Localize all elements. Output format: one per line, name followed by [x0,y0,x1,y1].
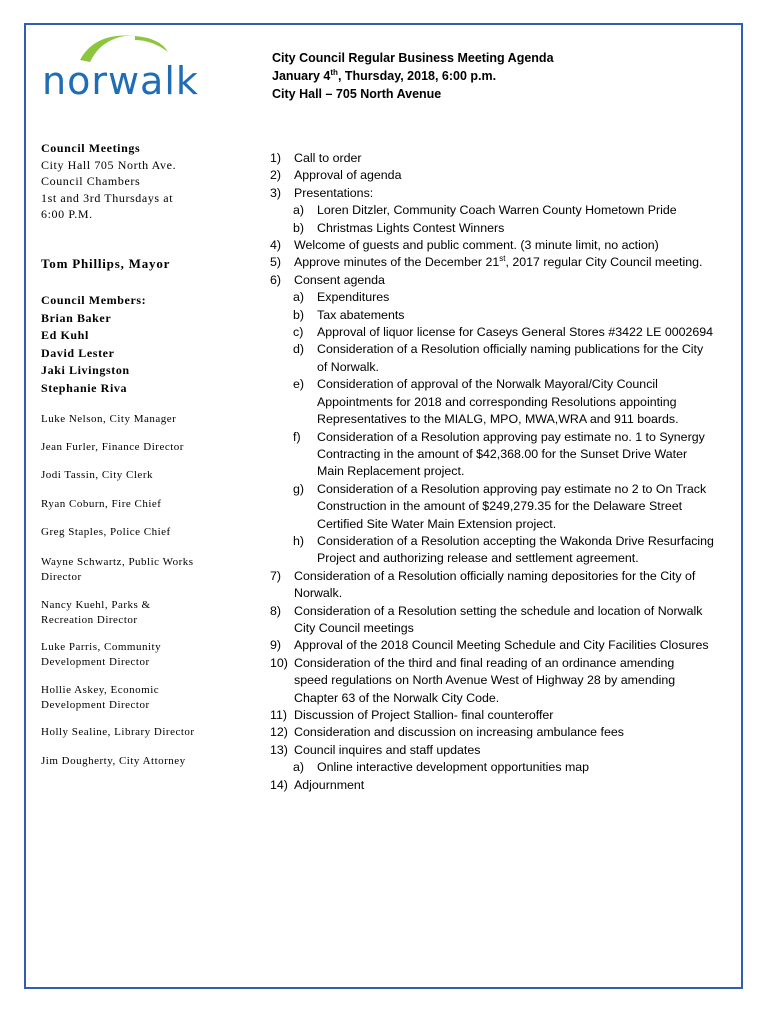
agenda-item [270,568,730,603]
staff-line: Development Director [41,698,150,711]
agenda-item-number: 4) [270,238,282,253]
agenda-item-number: 2) [270,168,282,183]
agenda-item-text: Consideration of a Resolution setting the schedule and location of Norwalk [294,603,703,618]
agenda-item-number: 9) [270,638,282,653]
agenda-subitem [270,202,730,219]
member-name: Brian Baker [41,310,112,325]
agenda-item-text: Approval of the 2018 Council Meeting Schedule and City Facilities Closures [294,638,709,653]
agenda-subitem-text: Contracting in the amount of $42,368.00 for the Sunset Drive Water [317,446,688,461]
agenda-item-number: 1) [270,151,282,165]
header-date: January 4th, Thursday, 2018, 6:00 p.m. [272,67,497,83]
staff-line: Jim Dougherty, City Attorney [41,755,186,767]
meetings-title: Council Meetings [41,141,141,155]
agenda-item-number: 8) [270,603,282,618]
agenda-subitem-letter: b) [293,307,305,322]
staff-entry [41,754,231,769]
staff-entry [41,412,231,427]
staff-entry [41,525,231,540]
staff-line: Wayne Schwartz, Public Works [41,556,194,568]
agenda-item-text: Consent agenda [294,272,385,287]
agenda-subitem-letter: a) [293,290,305,305]
staff-line: Director [41,570,82,583]
agenda-header [272,49,732,103]
staff-entry [41,683,231,712]
agenda-subitem-text: Consideration of a Resolution officially naming publications for the City [317,342,704,357]
staff-line: Nancy Kuehl, Parks & [41,599,151,611]
agenda-subitem-letter: h) [293,533,305,548]
agenda-subitem-text: Loren Ditzler, Community Coach Warren County Hometown Pride [317,203,677,218]
staff-line: Development Director [41,655,150,668]
agenda-subitem-letter: a) [293,203,305,218]
agenda-item [270,777,730,794]
agenda-subitem [270,324,730,341]
staff-line: Jodi Tassin, City Clerk [41,469,153,481]
agenda-item-text: Presentations: [294,185,374,200]
agenda-subitem [270,533,730,568]
agenda-item-number: 10) [270,655,288,670]
staff-line: Ryan Coburn, Fire Chief [41,498,162,510]
agenda-item-text: speed regulations on North Avenue West of Highway 28 by amending [294,673,676,688]
agenda-subitem [270,481,730,533]
agenda-subitem-letter: e) [293,377,305,392]
agenda-subitem-letter: c) [293,325,304,340]
council-members [41,292,146,397]
agenda-subitem-letter: a) [293,760,305,775]
agenda-subitem-letter: b) [293,220,305,235]
agenda-item-text: Consideration of a Resolution officially naming depositories for the City of [294,568,696,583]
agenda-subitem-text: of Norwalk. [317,359,379,374]
agenda-subitem-letter: d) [293,342,305,357]
agenda-subitem-text: Expenditures [317,290,390,305]
meetings-line: 6:00 P.M. [41,207,93,221]
agenda-item-number: 6) [270,272,282,287]
meetings-line: Council Chambers [41,174,141,188]
agenda-subitem-text: Appointments for 2018 and corresponding Resolutions appointing [317,394,677,409]
agenda-item-text: Call to order [294,151,362,165]
meetings-line: City Hall 705 North Ave. [41,157,177,172]
agenda-item-number: 14) [270,777,288,792]
agenda-item [270,272,730,289]
staff-line: Jean Furler, Finance Director [41,441,184,453]
staff-entry [41,640,231,669]
agenda-subitem-text: Project and authorizing release and settlement agreement. [317,551,639,566]
agenda-item [270,603,730,638]
staff-entry [41,598,231,627]
staff-line: Holly Sealine, Library Director [41,726,195,738]
agenda-item [270,637,730,654]
agenda-subitem [270,289,730,306]
staff-entry [41,497,231,512]
agenda-subitem [270,429,730,481]
svg-text:norwalk: norwalk [42,59,199,100]
staff-line: Luke Parris, Community [41,641,162,653]
agenda-subitem-text: Construction in the amount of $249,279.35 for the Delaware Street [317,499,683,514]
staff-entry [41,468,231,483]
member-name: David Lester [41,345,115,360]
header-location: City Hall – 705 North Avenue [272,87,442,101]
agenda-subitem-text: Consideration of approval of the Norwalk Mayoral/City Council [317,377,658,392]
agenda-item-text: Norwalk. [294,586,343,601]
agenda-subitem-text: Approval of liquor license for Caseys General Stores #3422 LE 0002694 [317,325,714,340]
agenda-subitem-letter: g) [293,481,305,496]
agenda-item-text: Welcome of guests and public comment. (3 minute limit, no action) [294,238,659,253]
staff-line: Greg Staples, Police Chief [41,526,171,538]
staff-entry [41,725,231,740]
agenda-subitem-text: Representatives to the MIALG, MPO, MWA,WRA and 911 boards. [317,412,679,427]
agenda-item [270,237,730,254]
agenda-subitem-text: Consideration of a Resolution accepting the Wakonda Drive Resurfacing [317,533,714,548]
agenda-item-text: Approval of agenda [294,168,402,183]
agenda-item-text: Discussion of Project Stallion- final counteroffer [294,708,554,722]
agenda-item-number: 13) [270,742,288,757]
agenda-item [270,254,730,271]
agenda-item-text: Adjournment [294,777,365,792]
meetings-line: 1st and 3rd Thursdays at [41,190,174,205]
agenda-subitem-text: Christmas Lights Contest Winners [317,220,505,235]
member-name: Stephanie Riva [41,380,128,395]
agenda-item [270,150,730,167]
agenda-item [270,655,730,707]
staff-entry [41,555,231,584]
norwalk-logo [40,30,205,100]
agenda-item-number: 11) [270,708,287,722]
staff-line: Hollie Askey, Economic [41,684,160,696]
agenda-subitem [270,341,730,376]
agenda-item-number: 5) [270,255,282,270]
council-meetings-info [41,140,241,223]
member-name: Jaki Livingston [41,363,130,377]
agenda-item-number: 12) [270,725,288,740]
staff-line: Luke Nelson, City Manager [41,413,177,425]
agenda-item [270,707,730,724]
agenda-item [270,185,730,202]
agenda-item [270,742,730,759]
agenda-subitem [270,759,730,776]
staff-line: Recreation Director [41,613,138,626]
agenda-subitem-text: Consideration of a Resolution approving pay estimate no 2 to On Track [317,481,707,496]
agenda-item [270,724,730,741]
member-name: Ed Kuhl [41,328,89,342]
agenda-item-text: Council inquires and staff updates [294,742,481,757]
header-title: City Council Regular Business Meeting Agenda [272,51,554,65]
agenda-subitem-letter: f) [293,429,301,444]
agenda-subitem [270,376,730,428]
agenda-item-text: Approve minutes of the December 21st, 2017 regular City Council meeting. [294,254,703,270]
agenda-subitem [270,307,730,324]
agenda-item-text: Consideration and discussion on increasing ambulance fees [294,725,624,740]
agenda-item-number: 3) [270,185,282,200]
agenda-subitem-text: Tax abatements [317,307,405,322]
staff-entry [41,440,231,455]
agenda-subitem-text: Consideration of a Resolution approving pay estimate no. 1 to Synergy [317,429,705,444]
agenda-subitem-text: Main Replacement project. [317,464,465,479]
agenda-subitem-text: Certified Site Water Main Extension project. [317,516,557,531]
members-title: Council Members: [41,293,147,307]
mayor-name: Tom Phillips, Mayor [41,256,171,271]
agenda-item-text: Consideration of the third and final reading of an ordinance amending [294,655,675,670]
agenda-list [270,150,730,794]
sidebar [41,140,241,767]
agenda-item-text: Chapter 63 of the Norwalk City Code. [294,690,500,705]
agenda-subitem [270,220,730,237]
agenda-subitem-text: Online interactive development opportunities map [317,760,590,775]
agenda-item [270,167,730,184]
agenda-item-text: City Council meetings [294,620,414,635]
agenda-item-number: 7) [270,568,282,583]
